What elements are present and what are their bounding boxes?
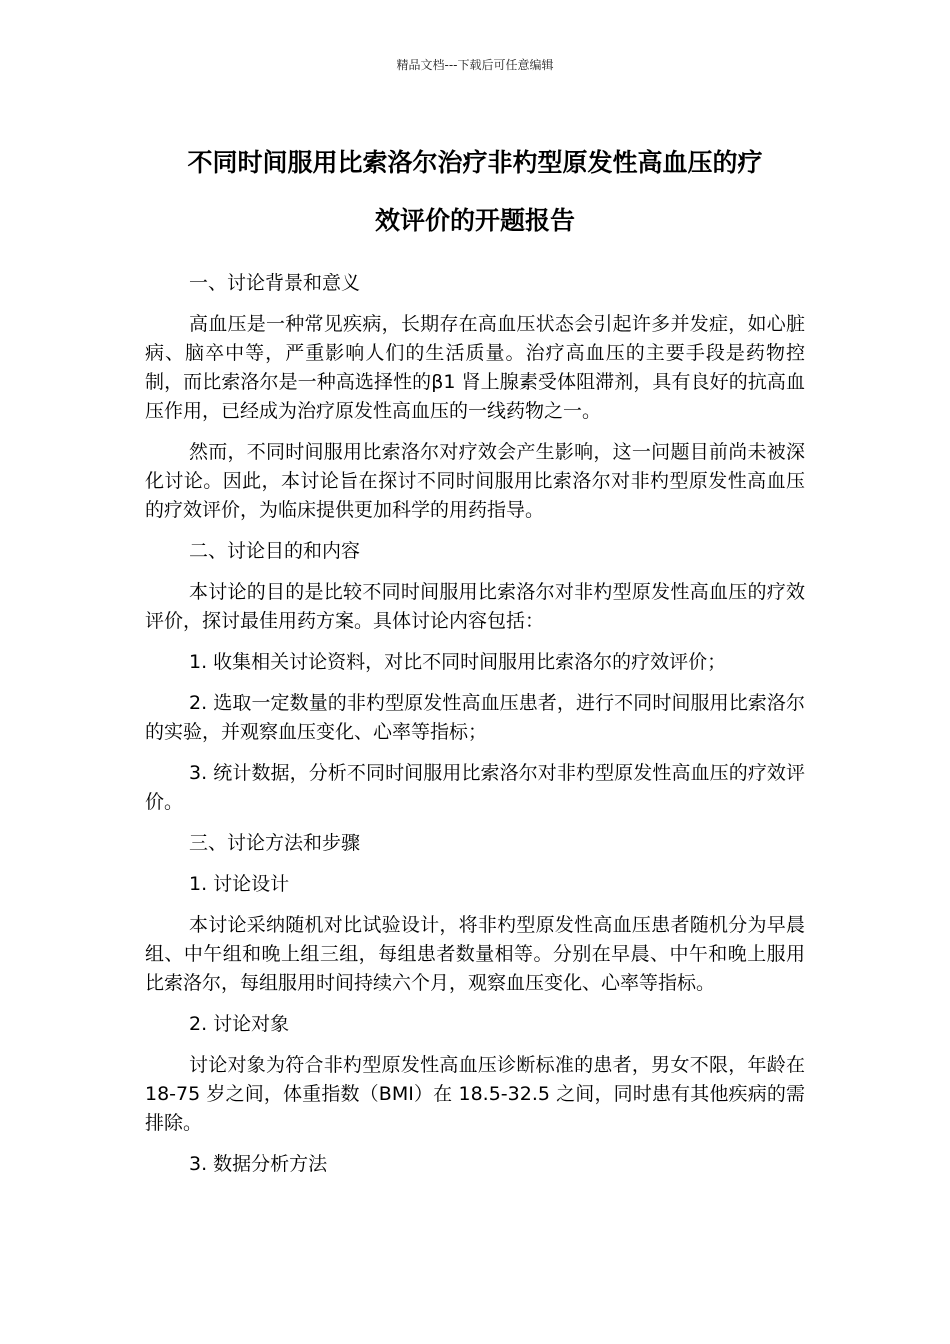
subheading-subjects: 2. 讨论对象 (189, 1013, 290, 1035)
document-body (145, 269, 805, 1191)
title-line-1: 不同时间服用比索洛尔治疗非杓型原发性高血压的疗 (187, 148, 763, 177)
paragraph-background-2: 然而，不同时间服用比索洛尔对疗效会产生影响，这一问题目前尚未被深化讨论。因此，本讨论旨在探讨不同时间服用比索洛尔对非杓型原发性高血压的疗效评价，为临床提供更加科学的用药指导。 (145, 441, 805, 521)
paragraph-subjects: 讨论对象为符合非杓型原发性高血压诊断标准的患者，男女不限，年龄在 18-75 岁之间，体重指数（BMI）在 18.5-32.5 之间，同时患有其他疾病的需排除。 (145, 1054, 805, 1134)
subheading-design: 1. 讨论设计 (189, 873, 290, 895)
title-line-2: 效评价的开题报告 (374, 206, 575, 235)
paragraph-background-1: 高血压是一种常见疾病，长期存在高血压状态会引起许多并发症，如心脏病、脑卒中等，严重影响人们的生活质量。治疗高血压的主要手段是药物控制，而比索洛尔是一种高选择性的β1 肾上腺素受体阻滞剂，具有良好的抗高血压作用，已经成为治疗原发性高血压的一线药物之一。 (145, 313, 805, 422)
list-item-2: 2. 选取一定数量的非杓型原发性高血压患者，进行不同时间服用比索洛尔的实验，并观察血压变化、心率等指标； (145, 692, 805, 743)
section-heading-purpose: 二、讨论目的和内容 (189, 540, 361, 562)
header-note: 精品文档---下载后可任意编辑 (396, 58, 554, 72)
list-item-3: 3. 统计数据，分析不同时间服用比索洛尔对非杓型原发性高血压的疗效评价。 (145, 762, 805, 813)
section-heading-methods: 三、讨论方法和步骤 (189, 832, 361, 854)
subheading-analysis: 3. 数据分析方法 (189, 1153, 328, 1175)
paragraph-design: 本讨论采纳随机对比试验设计，将非杓型原发性高血压患者随机分为早晨组、中午组和晚上组三组，每组患者数量相等。分别在早晨、中午和晚上服用比索洛尔，每组服用时间持续六个月，观察血压变化、心率等指标。 (145, 914, 805, 994)
list-item-1: 1. 收集相关讨论资料，对比不同时间服用比索洛尔的疗效评价； (189, 651, 727, 673)
paragraph-purpose: 本讨论的目的是比较不同时间服用比索洛尔对非杓型原发性高血压的疗效评价，探讨最佳用药方案。具体讨论内容包括： (145, 581, 805, 632)
document-title (140, 134, 810, 250)
section-heading-background: 一、讨论背景和意义 (189, 272, 361, 294)
